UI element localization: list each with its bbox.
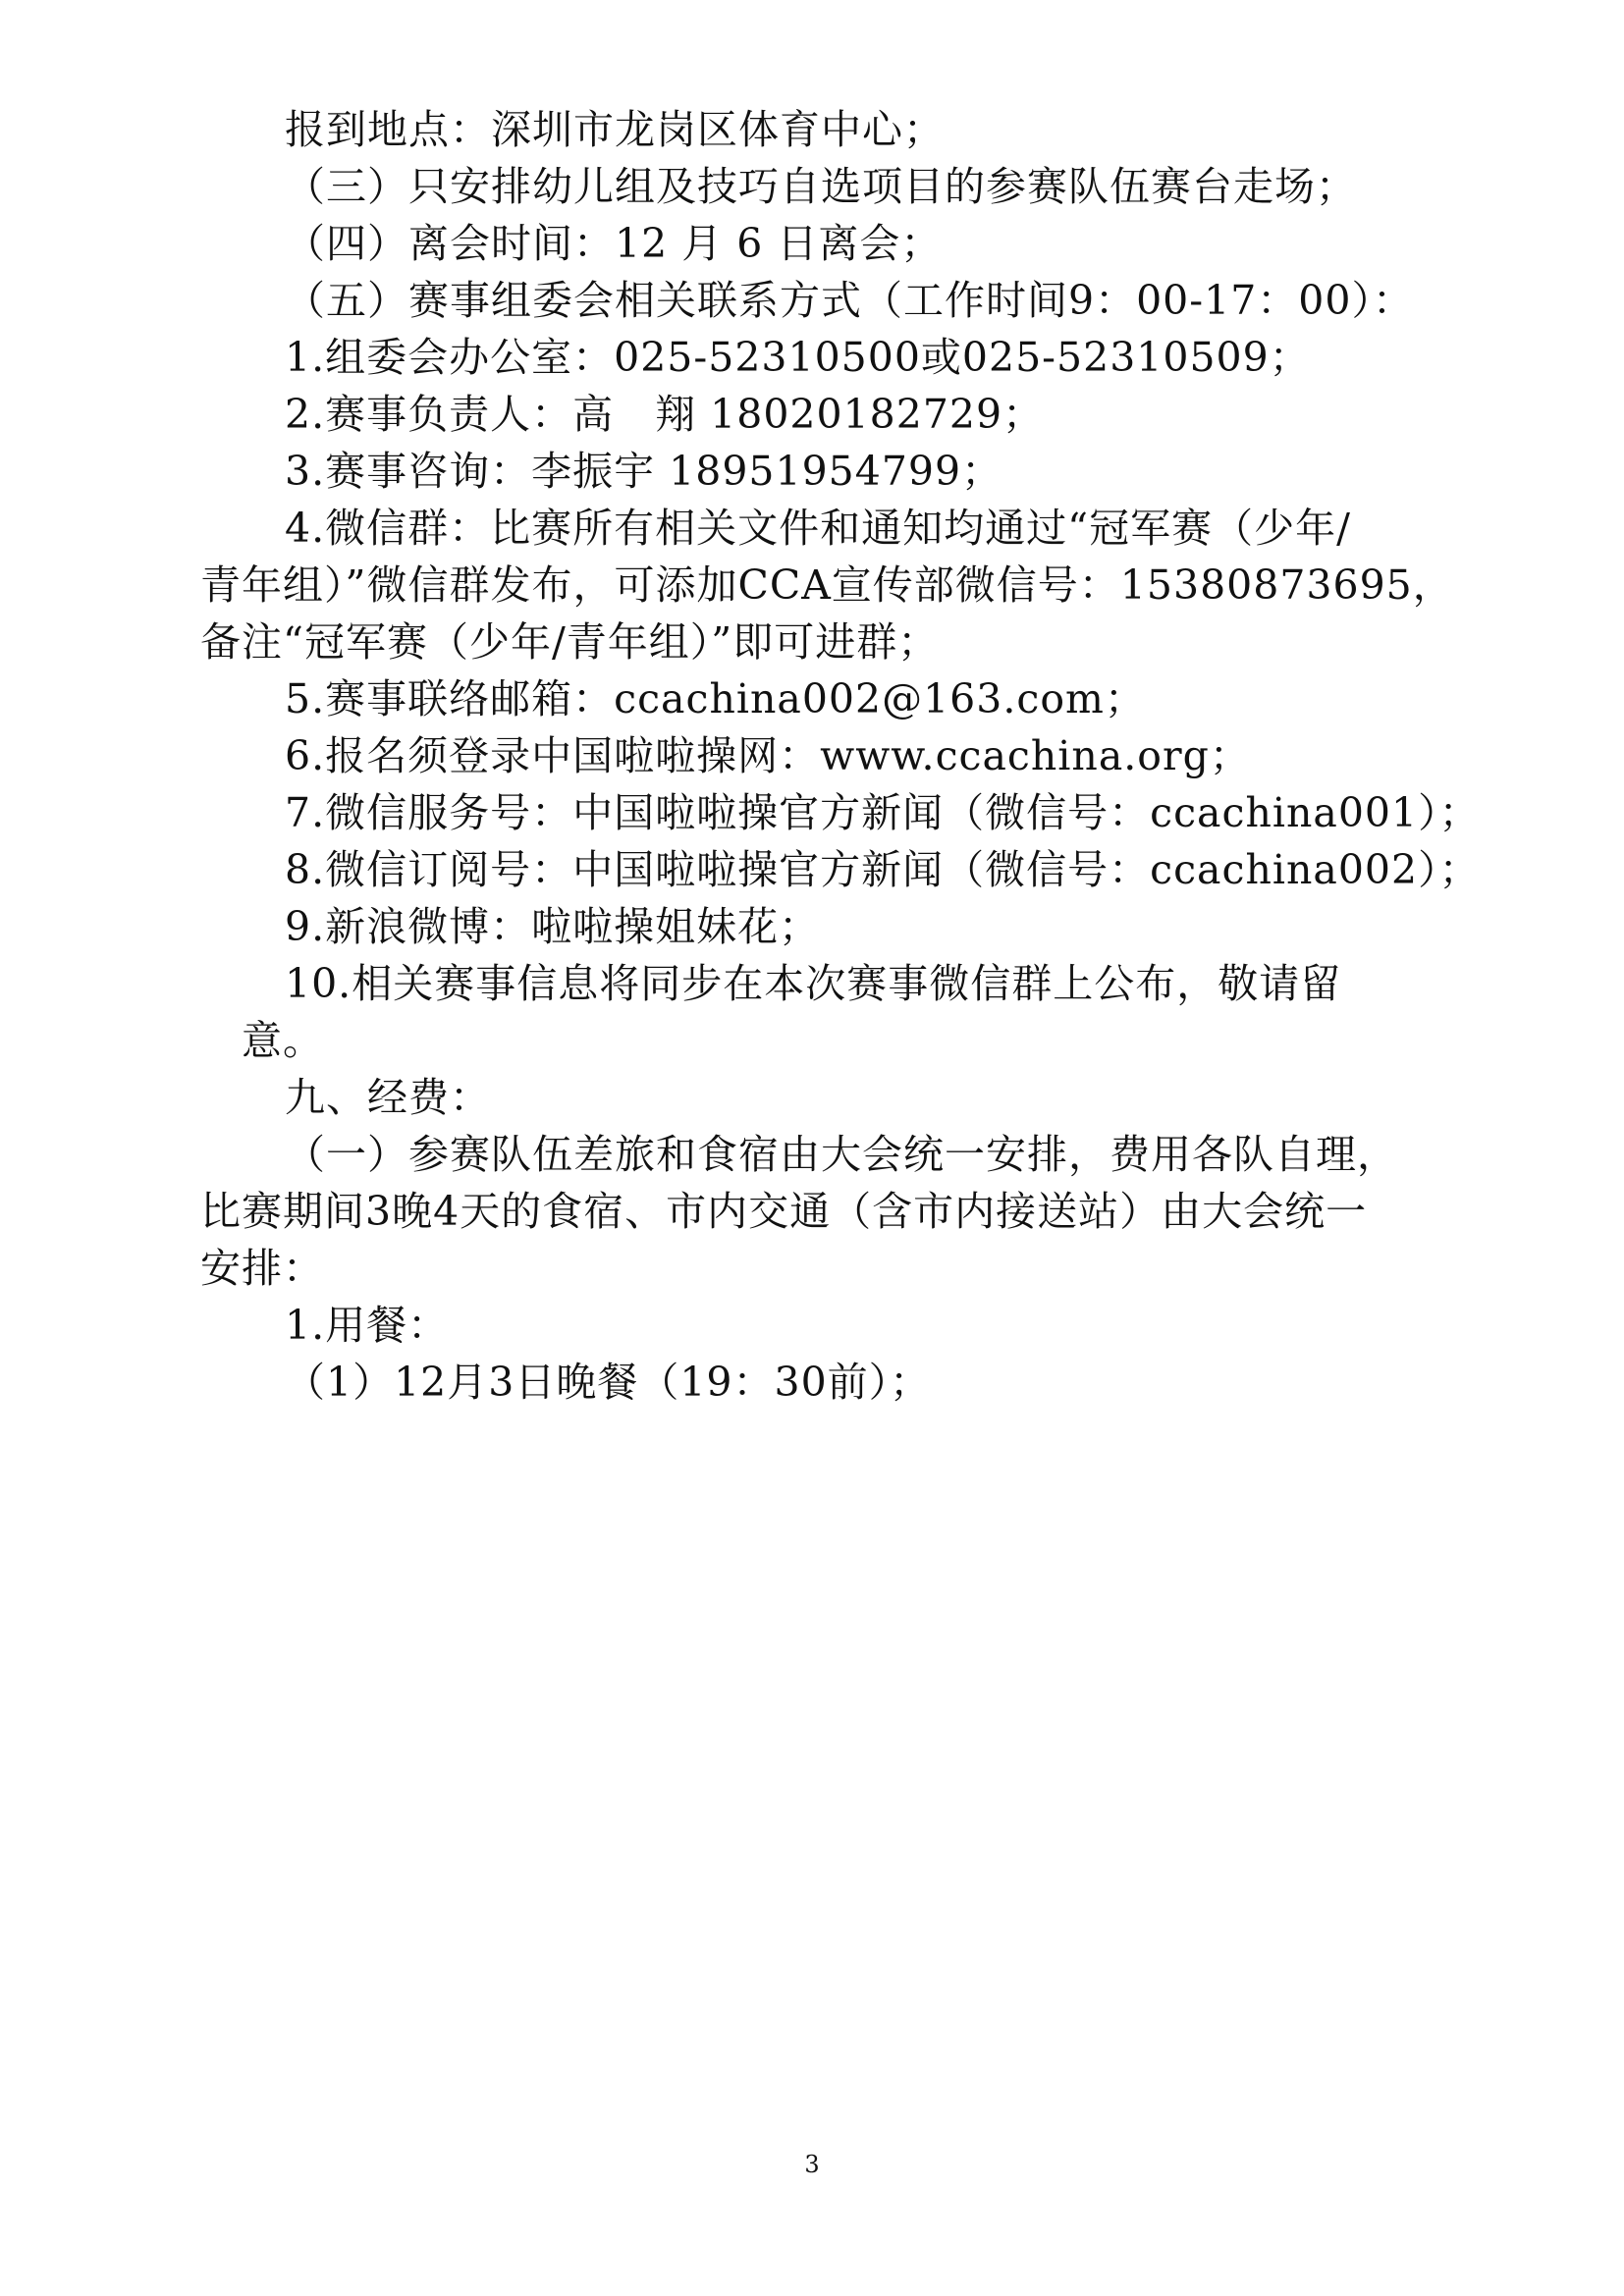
- text-line-meals: 1.用餐：: [285, 1302, 450, 1349]
- text-line-item-3: （三）只安排幼儿组及技巧自选项目的参赛队伍赛台走场；: [285, 163, 1357, 210]
- text-line-item-4: （四）离会时间：12 月 6 日离会；: [285, 220, 943, 267]
- text-line-funding-1: （一）参赛队伍差旅和食宿由大会统一安排，费用各队自理，: [285, 1131, 1398, 1178]
- text-line-funding-1-cont-2: 安排：: [200, 1245, 324, 1292]
- text-line-contact-6: 6.报名须登录中国啦啦操网：www.ccachina.org；: [285, 732, 1251, 779]
- text-line-item-5: （五）赛事组委会相关联系方式（工作时间9：00-17：00）：: [285, 277, 1414, 324]
- text-line-contact-7: 7.微信服务号：中国啦啦操官方新闻（微信号：ccachina001）；: [285, 789, 1481, 836]
- text-line-contact-4-cont-1: 青年组）”微信群发布，可添加CCA宣传部微信号：15380873695，: [200, 561, 1454, 609]
- text-line-contact-8: 8.微信订阅号：中国啦啦操官方新闻（微信号：ccachina002）；: [285, 846, 1481, 893]
- text-line-contact-5: 5.赛事联络邮箱：ccachina002@163.com；: [285, 675, 1146, 722]
- text-line-meal-1: （1）12月3日晚餐（19：30前）；: [285, 1359, 932, 1406]
- text-line-contact-2: 2.赛事负责人：高 翔 18020182729；: [285, 391, 1045, 438]
- text-line-funding-1-cont-1: 比赛期间3晚4天的食宿、市内交通（含市内接送站）由大会统一: [200, 1188, 1368, 1235]
- section-heading-funding: 九、经费：: [285, 1074, 491, 1121]
- text-line-contact-10-cont: 意。: [242, 1017, 324, 1064]
- text-line-contact-9: 9.新浪微博：啦啦操姐妹花；: [285, 903, 821, 950]
- text-line-report-location: 报到地点：深圳市龙岗区体育中心；: [285, 106, 945, 153]
- text-line-contact-3: 3.赛事咨询：李振宇 18951954799；: [285, 448, 1003, 495]
- page-number: 3: [804, 2151, 820, 2178]
- text-line-contact-1: 1.组委会办公室：025-52310500或025-52310509；: [285, 334, 1311, 381]
- text-line-contact-10: 10.相关赛事信息将同步在本次赛事微信群上公布，敬请留: [285, 960, 1342, 1007]
- text-line-contact-4-cont-2: 备注“冠军赛（少年/青年组）”即可进群；: [200, 618, 940, 666]
- text-line-contact-4: 4.微信群：比赛所有相关文件和通知均通过“冠军赛（少年/: [285, 505, 1351, 552]
